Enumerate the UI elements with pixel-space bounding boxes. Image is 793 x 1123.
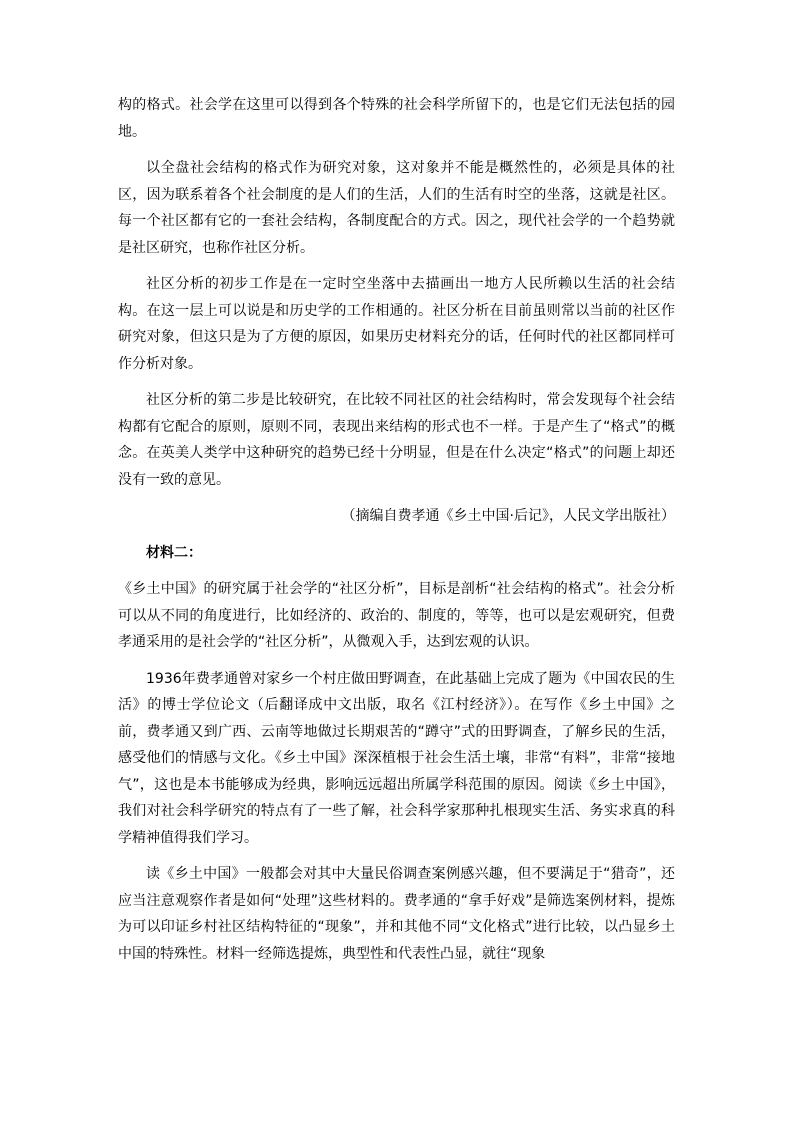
paragraph-community-analysis-step1: 社区分析的初步工作是在一定时空坐落中去描画出一地方人民所赖以生活的社会结构。在这一层上可以说是和历史学的工作相通的。社区分析在目前虽则常以当前的社区作研究对象，但这只是为了方便的原因，如果历史材料充分的话，任何时代的社区都同样可作分析对象。 — [118, 276, 675, 372]
paragraph-material-two-intro: 《乡土中国》的研究属于社会学的“社区分析”，目标是剖析“社会结构的格式”。社会分析可以从不同的角度进行，比如经济的、政治的、制度的，等等，也可以是宏观研究，但费孝通采用的是社会学的“社区分析”，从微观入手，达到宏观的认识。 — [118, 581, 675, 650]
paragraph-community-object: 以全盘社会结构的格式作为研究对象，这对象并不能是概然性的，必须是具体的社区，因为联系着各个社会制度的是人们的生活，人们的生活有时空的坐落，这就是社区。每一个社区都有它的一套社会结构，各制度配合的方式。因之，现代社会学的一个趋势就是社区研究，也称作社区分析。 — [118, 160, 675, 256]
source-citation: （摘编自费孝通《乡土中国·后记》，人民文学出版社） — [341, 508, 675, 524]
document-page — [118, 92, 675, 967]
paragraph-community-analysis-step2: 社区分析的第二步是比较研究，在比较不同社区的社会结构时，常会发现每个社会结构都有它配合的原则，原则不同，表现出来结构的形式也不一样。于是产生了“格式”的概念。在英美人类学中这种研究的趋势已经十分明显，但是在什么决定“格式”的问题上却还没有一致的意见。 — [118, 392, 675, 488]
paragraph-continuation: 构的格式。社会学在这里可以得到各个特殊的社会科学所留下的，也是它们无法包括的园地。 — [118, 97, 675, 140]
paragraph-fieldwork-1936: 1936年费孝通曾对家乡一个村庄做田野调查，在此基础上完成了题为《中国农民的生活》的博士学位论文（后翻译成中文出版，取名《江村经济》）。在写作《乡土中国》之前，费孝通又到广西、云南等地做过长期艰苦的“蹲守”式的田野调查，了解乡民的生活，感受他们的情感与文化。《乡土中国》深深植根于社会生活土壤，非常“有料”，非常“接地气”，这也是本书能够成为经典，影响远远超出所属学科范围的原因。阅读《乡土中国》，我们对社会科学研究的特点有了一些了解，社会科学家那种扎根现实生活、务实求真的科学精神值得我们学习。 — [118, 670, 675, 846]
paragraph-reading-advice: 读《乡土中国》一般都会对其中大量民俗调查案例感兴趣，但不要满足于“猎奇”，还应当注意观察作者是如何“处理”这些材料的。费孝通的“拿手好戏”是筛选案例材料，提炼为可以印证乡村社区结构特征的“现象”，并和其他不同“文化格式”进行比较，以凸显乡土中国的特殊性。材料一经筛选提炼，典型性和代表性凸显，就往“现象 — [118, 866, 675, 962]
material-two-heading: 材料二： — [146, 544, 202, 561]
